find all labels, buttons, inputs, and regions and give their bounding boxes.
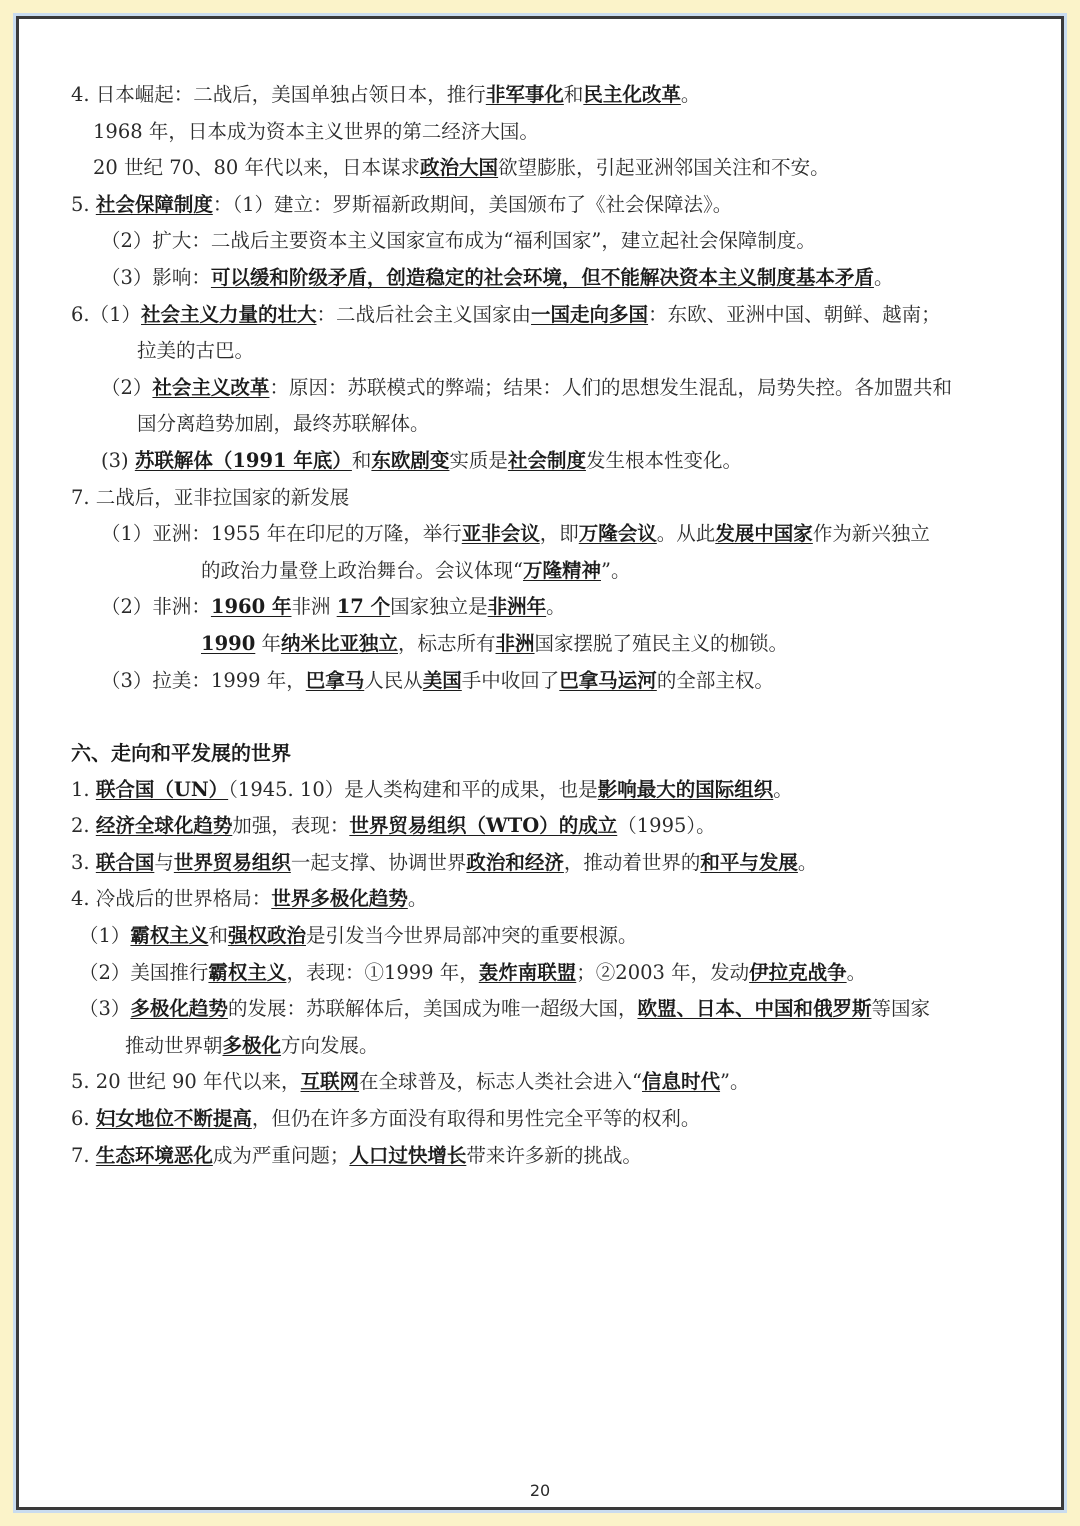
text-segment: （2）非洲： bbox=[101, 595, 211, 619]
text-segment: 。从此 bbox=[656, 522, 716, 546]
text-segment: ，即 bbox=[539, 522, 579, 546]
text-segment: 7. 二战后，亚非拉国家的新发展 bbox=[71, 485, 350, 509]
text-segment: 。 bbox=[680, 83, 701, 106]
key-term: 政治和经济 bbox=[466, 850, 564, 874]
text-segment: 4. 日本崛起：二战后，美国单独占领日本，推行 bbox=[71, 83, 486, 106]
text-line bbox=[71, 772, 1021, 809]
text-segment: 4. 冷战后的世界格局： bbox=[71, 887, 272, 911]
text-segment: 手中收回了 bbox=[461, 668, 560, 692]
key-term: 巴拿马运河 bbox=[559, 668, 657, 692]
text-segment: 国家独立是 bbox=[390, 595, 488, 619]
text-line bbox=[71, 808, 1021, 845]
text-segment: 。 bbox=[546, 595, 566, 619]
text-segment: ”。 bbox=[601, 558, 631, 582]
key-term: 万隆精神 bbox=[522, 558, 601, 582]
key-term: 欧盟、日本、中国和俄罗斯 bbox=[637, 997, 872, 1021]
text-line bbox=[71, 370, 1021, 407]
text-segment: 。 bbox=[846, 960, 867, 984]
key-term: 经济全球化趋势 bbox=[95, 814, 233, 838]
key-term: 发展中国家 bbox=[715, 522, 813, 546]
page-frame bbox=[16, 16, 1064, 1510]
key-term: 多极化趋势 bbox=[130, 997, 228, 1021]
text-line bbox=[71, 589, 1021, 626]
text-segment: （2）扩大：二战后主要资本主义国家宣布成为“福利国家”，建立起社会保障制度。 bbox=[101, 229, 816, 253]
text-line bbox=[71, 406, 1021, 443]
key-term: 生态环境恶化 bbox=[95, 1143, 213, 1167]
text-line bbox=[71, 297, 1021, 334]
section-heading: 六、走向和平发展的世界 bbox=[71, 741, 291, 766]
text-segment: 6.（1） bbox=[71, 302, 142, 326]
text-segment: ”。 bbox=[720, 1070, 750, 1094]
text-segment: 5. bbox=[71, 192, 96, 216]
text-line bbox=[71, 955, 1021, 992]
text-segment: 加强，表现： bbox=[232, 814, 350, 838]
text-segment: 方向发展。 bbox=[281, 1033, 379, 1057]
text-segment: ：东欧、亚洲中国、朝鲜、越南； bbox=[648, 302, 941, 326]
text-segment: 发生根本性变化。 bbox=[585, 448, 742, 472]
text-segment: ，但仍在许多方面没有取得和男性完全平等的权利。 bbox=[251, 1107, 701, 1131]
text-segment: ：（1）建立：罗斯福新政期间，美国颁布了《社会保障法》。 bbox=[212, 192, 733, 216]
key-term: 世界贸易组织（WTO）的成立 bbox=[349, 814, 618, 838]
key-term: 伊拉克战争 bbox=[749, 960, 847, 984]
text-line bbox=[71, 918, 1021, 955]
key-term: 和平与发展 bbox=[700, 850, 798, 874]
text-line bbox=[71, 443, 1021, 480]
text-line bbox=[71, 223, 1021, 260]
text-segment: ：原因：苏联模式的弊端；结果：人们的思想发生混乱，局势失控。各加盟共和 bbox=[269, 375, 952, 399]
key-term: 影响最大的国际组织 bbox=[597, 777, 774, 801]
text-line bbox=[71, 114, 1021, 151]
text-line bbox=[71, 1101, 1021, 1138]
text-segment: 一起支撑、协调世界 bbox=[290, 850, 467, 874]
text-line bbox=[71, 77, 1021, 114]
key-term: 轰炸南联盟 bbox=[478, 960, 577, 984]
text-segment: （1）亚洲：1955 年在印尼的万隆，举行 bbox=[101, 522, 462, 546]
text-segment: （1945. 10）是人类构建和平的成果，也是 bbox=[228, 777, 598, 801]
text-segment: 1. bbox=[71, 777, 96, 801]
text-segment: 的全部主权。 bbox=[656, 668, 774, 692]
key-term: 美国 bbox=[422, 668, 462, 692]
text-segment: （1） bbox=[79, 924, 131, 948]
text-segment: 和 bbox=[351, 448, 372, 472]
text-segment: 推动世界朝 bbox=[125, 1033, 223, 1057]
text-segment: 等国家 bbox=[871, 997, 930, 1021]
key-term: 强权政治 bbox=[227, 924, 306, 948]
key-term: 社会主义改革 bbox=[152, 375, 270, 399]
text-line bbox=[71, 516, 1021, 553]
text-segment: 3. bbox=[71, 850, 96, 874]
key-term: 亚非会议 bbox=[461, 522, 540, 546]
text-segment: 的发展：苏联解体后，美国成为唯一超级大国， bbox=[227, 997, 638, 1021]
text-segment: （3）影响： bbox=[101, 265, 211, 289]
text-segment: 20 世纪 70、80 年代以来，日本谋求 bbox=[93, 156, 421, 180]
key-term: 东欧剧变 bbox=[371, 448, 450, 472]
text-segment: 实质是 bbox=[449, 448, 508, 472]
text-segment: 成为严重问题； bbox=[212, 1143, 350, 1167]
key-term: 非洲年 bbox=[487, 595, 547, 619]
text-segment: （1995）。 bbox=[617, 814, 716, 838]
text-segment: （2）美国推行 bbox=[79, 960, 209, 984]
text-line bbox=[71, 187, 1021, 224]
text-segment: 在全球普及，标志人类社会进入“ bbox=[359, 1070, 643, 1094]
key-term: 霸权主义 bbox=[130, 924, 209, 948]
text-line bbox=[71, 626, 1021, 663]
text-segment: 人民从 bbox=[364, 668, 423, 692]
key-term: 可以缓和阶级矛盾，创造稳定的社会环境，但不能解决资本主义制度基本矛盾 bbox=[210, 265, 874, 289]
key-term: 世界多极化趋势 bbox=[271, 887, 408, 911]
text-segment: 6. bbox=[71, 1107, 96, 1131]
section-six-list bbox=[71, 772, 1021, 1175]
key-term: 社会制度 bbox=[507, 448, 586, 472]
text-segment: 作为新兴独立 bbox=[812, 522, 930, 546]
section-five-continued bbox=[71, 77, 1021, 699]
key-term: 1960 年 bbox=[210, 595, 292, 619]
text-segment: 国分离趋势加剧，最终苏联解体。 bbox=[137, 412, 430, 436]
key-term: 信息时代 bbox=[642, 1070, 721, 1094]
text-segment: 和 bbox=[563, 83, 584, 106]
text-segment: 与 bbox=[154, 850, 174, 874]
key-term: 一国走向多国 bbox=[531, 302, 649, 326]
text-segment: 的政治力量登上政治舞台。会议体现“ bbox=[201, 558, 523, 582]
text-segment: ：二战后社会主义国家由 bbox=[316, 302, 532, 326]
text-line bbox=[71, 480, 1021, 517]
key-term: 互联网 bbox=[300, 1070, 360, 1094]
text-segment: 。 bbox=[873, 265, 894, 289]
text-segment: 年 bbox=[255, 631, 281, 655]
key-term: 社会保障制度 bbox=[95, 192, 213, 216]
key-term: 世界贸易组织 bbox=[173, 850, 291, 874]
key-term: 多极化 bbox=[222, 1033, 282, 1057]
text-segment: 非洲 bbox=[291, 595, 337, 619]
text-segment: （3） bbox=[79, 997, 131, 1021]
text-segment: 。 bbox=[773, 777, 793, 801]
text-segment: 1968 年，日本成为资本主义世界的第二经济大国。 bbox=[93, 119, 539, 143]
text-segment: ，推动着世界的 bbox=[563, 850, 701, 874]
key-term: 万隆会议 bbox=[578, 522, 657, 546]
key-term: 霸权主义 bbox=[208, 960, 287, 984]
text-segment: 。 bbox=[797, 850, 818, 874]
key-term: 纳米比亚独立 bbox=[280, 631, 398, 655]
text-line bbox=[71, 150, 1021, 187]
text-line bbox=[71, 260, 1021, 297]
key-term: 非洲 bbox=[495, 631, 535, 655]
key-term: 人口过快增长 bbox=[349, 1143, 467, 1167]
key-term: 妇女地位不断提高 bbox=[95, 1107, 252, 1131]
text-segment: 欲望膨胀，引起亚洲邻国关注和不安。 bbox=[498, 156, 830, 180]
text-line bbox=[71, 553, 1021, 590]
text-segment: 是引发当今世界局部冲突的重要根源。 bbox=[305, 924, 638, 948]
text-segment: ；②2003 年，发动 bbox=[576, 960, 750, 984]
text-segment: 2. bbox=[71, 814, 96, 838]
key-term: 苏联解体（1991 年底） bbox=[134, 448, 352, 472]
text-segment: 5. 20 世纪 90 年代以来， bbox=[71, 1070, 301, 1094]
page-content bbox=[71, 77, 1021, 1174]
text-segment: 国家摆脱了殖民主义的枷锁。 bbox=[534, 631, 789, 655]
text-line bbox=[71, 991, 1021, 1028]
key-term: 联合国 bbox=[95, 850, 155, 874]
text-segment: （2） bbox=[101, 375, 153, 399]
key-term: 联合国（UN） bbox=[95, 777, 229, 801]
key-term: 非军事化 bbox=[485, 83, 564, 106]
text-segment: （3）拉美：1999 年， bbox=[101, 668, 306, 692]
text-segment: (3) bbox=[101, 448, 135, 472]
key-term: 1990 bbox=[201, 631, 256, 655]
text-line bbox=[71, 333, 1021, 370]
text-segment: ，表现：①1999 年， bbox=[286, 960, 479, 984]
text-line bbox=[71, 845, 1021, 882]
key-term: 社会主义力量的壮大 bbox=[141, 302, 317, 326]
key-term: 巴拿马 bbox=[305, 668, 365, 692]
text-line bbox=[71, 1028, 1021, 1065]
key-term: 17 个 bbox=[336, 595, 391, 619]
text-line bbox=[71, 1064, 1021, 1101]
text-line bbox=[71, 1138, 1021, 1175]
text-segment: 和 bbox=[208, 924, 228, 948]
text-segment: 。 bbox=[407, 887, 428, 911]
page-number: 20 bbox=[529, 1481, 551, 1500]
key-term: 民主化改革 bbox=[583, 83, 681, 106]
text-line bbox=[71, 663, 1021, 700]
text-segment: 拉美的古巴。 bbox=[137, 339, 255, 363]
text-segment: 7. bbox=[71, 1143, 96, 1167]
key-term: 政治大国 bbox=[420, 156, 499, 180]
text-line bbox=[71, 881, 1021, 918]
text-segment: 带来许多新的挑战。 bbox=[466, 1143, 642, 1167]
text-segment: ，标志所有 bbox=[398, 631, 496, 655]
